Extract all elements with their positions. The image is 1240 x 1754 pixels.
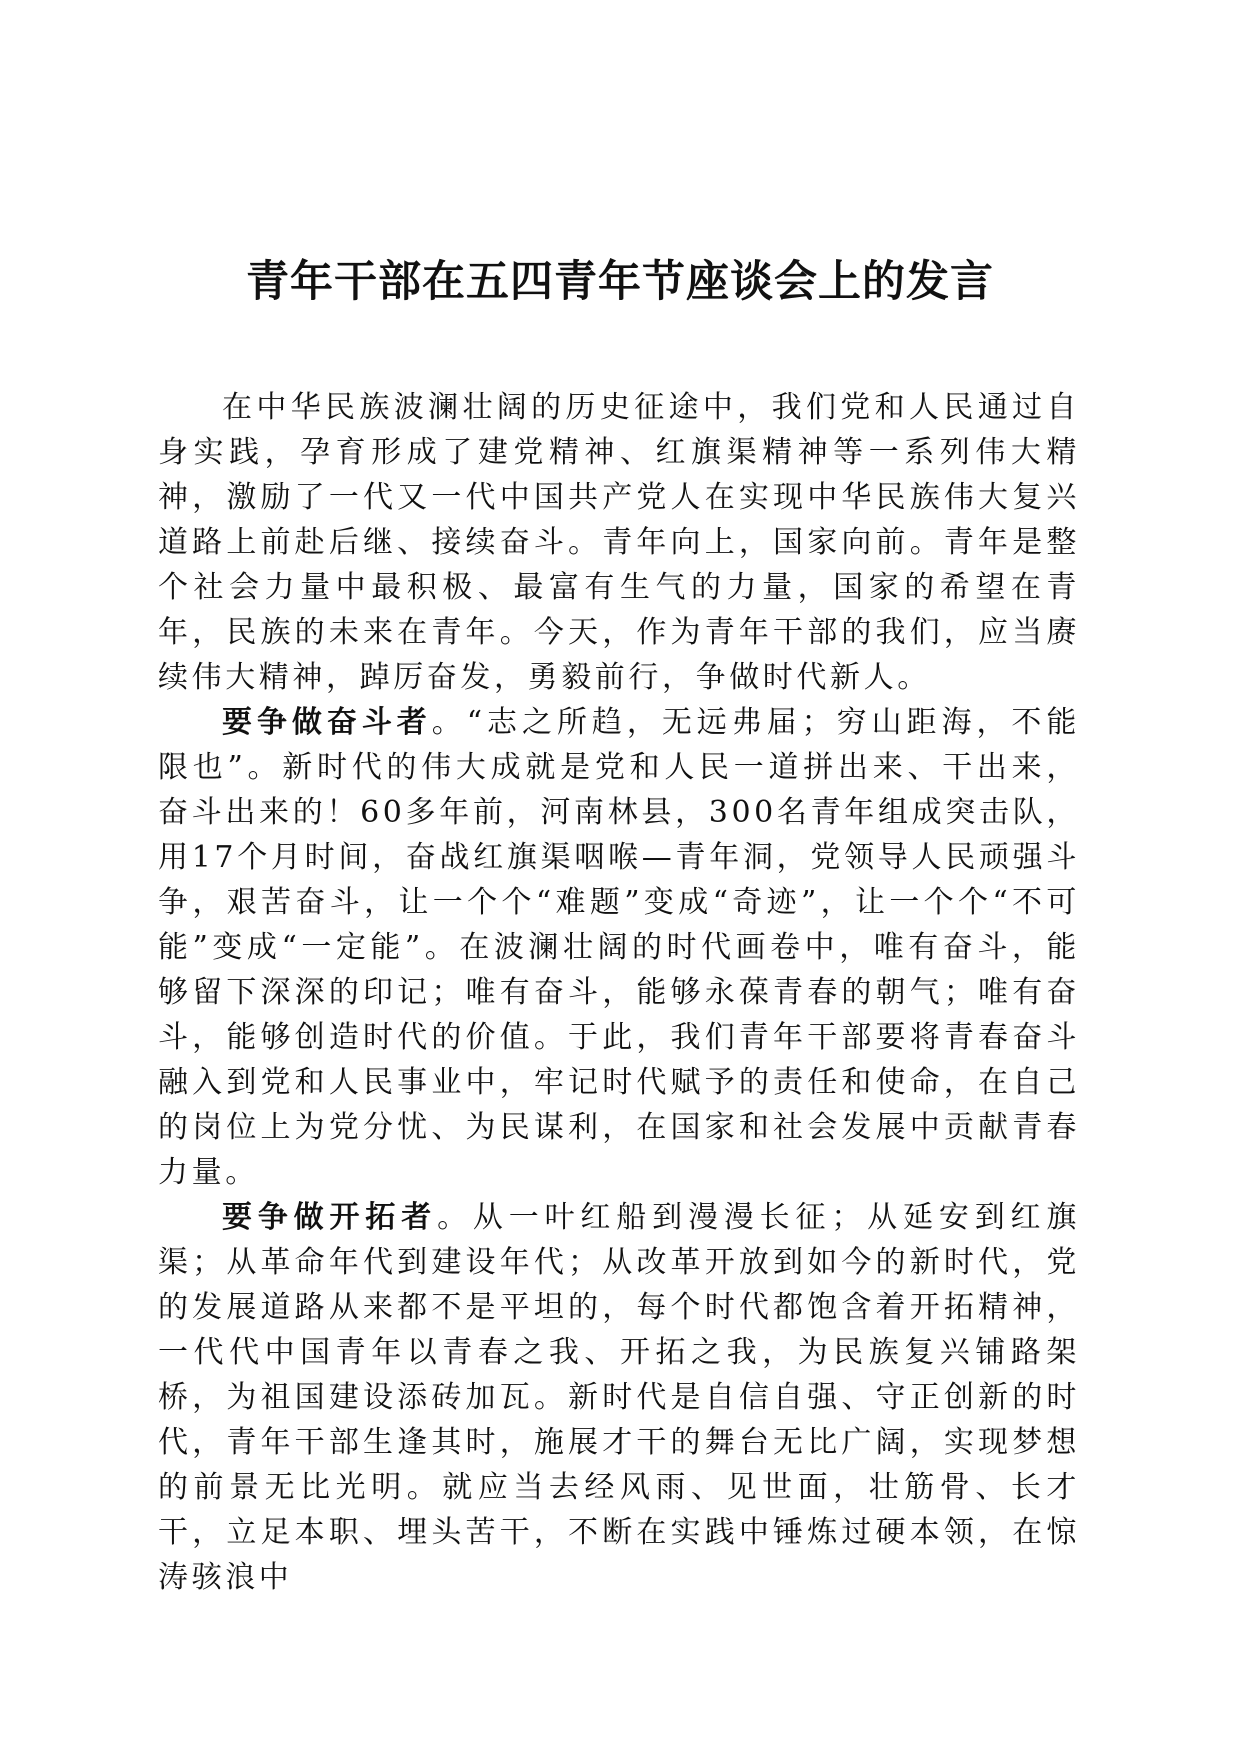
document-body [158,385,1080,1600]
paragraph-intro [158,385,1080,700]
paragraph-text: 在中华民族波澜壮阔的历史征途中，我们党和人民通过自身实践，孕育形成了建党精神、红旗渠精神等一系列伟大精神，激励了一代又一代中国共产党人在实现中华民族伟大复兴道路上前赴后继、接续奋斗。青年向上，国家向前。青年是整个社会力量中最积极、最富有生气的力量，国家的希望在青年，民族的未来在青年。今天，作为青年干部的我们，应当赓续伟大精神，踔厉奋发，勇毅前行，争做时代新人。 [158,390,1080,695]
paragraph-text: 。从一叶红船到漫漫长征；从延安到红旗渠；从革命年代到建设年代；从改革开放到如今的新时代，党的发展道路从来都不是平坦的，每个时代都饱含着开拓精神，一代代中国青年以青春之我、开拓之我，为民族复兴铺路架桥，为祖国建设添砖加瓦。新时代是自信自强、守正创新的时代，青年干部生逢其时，施展才干的舞台无比广阔，实现梦想的前景无比光明。就应当去经风雨、见世面，壮筋骨、长才干，立足本职、埋头苦干，不断在实践中锤炼过硬本领，在惊涛骇浪中 [158,1200,1080,1595]
paragraph-striver [158,700,1080,1195]
paragraph-text: 。“志之所趋，无远弗届；穷山距海，不能限也”。新时代的伟大成就是党和人民一道拼出来、干出来，奋斗出来的！60多年前，河南林县，300名青年组成突击队，用17个月时间，奋战红旗渠咽喉—青年洞，党领导人民顽强斗争，艰苦奋斗，让一个个“难题”变成“奇迹”，让一个个“不可能”变成“一定能”。在波澜壮阔的时代画卷中，唯有奋斗，能够留下深深的印记；唯有奋斗，能够永葆青春的朝气；唯有奋斗，能够创造时代的价值。于此，我们青年干部要将青春奋斗融入到党和人民事业中，牢记时代赋予的责任和使命，在自己的岗位上为党分忧、为民谋利，在国家和社会发展中贡献青春力量。 [158,705,1080,1190]
paragraph-lead: 要争做奋斗者 [222,705,432,740]
document-title: 青年干部在五四青年节座谈会上的发言 [246,257,994,307]
paragraph-pioneer [158,1195,1080,1600]
paragraph-lead: 要争做开拓者 [222,1200,438,1235]
